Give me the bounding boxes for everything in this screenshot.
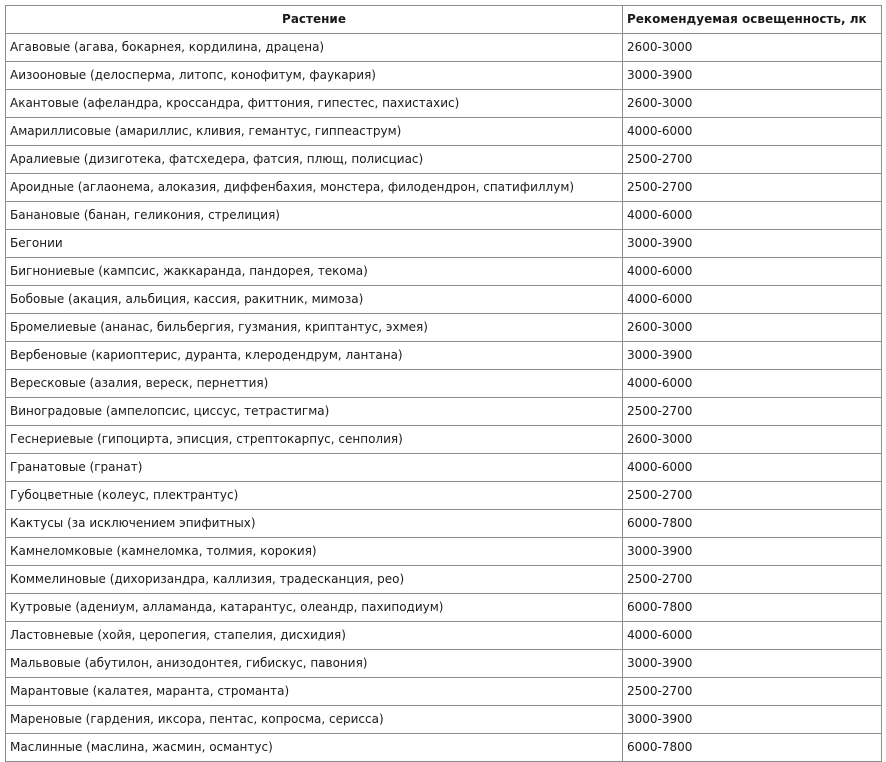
plant-cell: Бромелиевые (ананас, бильбергия, гузмания, криптантус, эхмея) bbox=[6, 314, 623, 342]
table-row bbox=[6, 62, 882, 90]
illuminance-cell: 2600-3000 bbox=[623, 90, 882, 118]
illuminance-cell: 2600-3000 bbox=[623, 314, 882, 342]
plant-cell: Мареновые (гардения, иксора, пентас, копросма, серисса) bbox=[6, 706, 623, 734]
table-header-row bbox=[6, 6, 882, 34]
plant-cell: Бигнониевые (кампсис, жаккаранда, пандорея, текома) bbox=[6, 258, 623, 286]
table-row bbox=[6, 454, 882, 482]
illuminance-cell: 3000-3900 bbox=[623, 230, 882, 258]
illuminance-cell: 3000-3900 bbox=[623, 706, 882, 734]
plant-cell: Амариллисовые (амариллис, кливия, гемантус, гиппеаструм) bbox=[6, 118, 623, 146]
table-body bbox=[6, 34, 882, 762]
illuminance-cell: 3000-3900 bbox=[623, 650, 882, 678]
table-row bbox=[6, 706, 882, 734]
illuminance-cell: 2600-3000 bbox=[623, 34, 882, 62]
illuminance-cell: 2500-2700 bbox=[623, 146, 882, 174]
illuminance-cell: 4000-6000 bbox=[623, 370, 882, 398]
illuminance-cell: 3000-3900 bbox=[623, 538, 882, 566]
plant-cell: Ароидные (аглаонема, алоказия, диффенбахия, монстера, филодендрон, спатифиллум) bbox=[6, 174, 623, 202]
table-row bbox=[6, 398, 882, 426]
plant-cell: Коммелиновые (дихоризандра, каллизия, традесканция, рео) bbox=[6, 566, 623, 594]
illuminance-column-header: Рекомендуемая освещенность, лк bbox=[623, 6, 882, 34]
plant-cell: Аралиевые (дизиготека, фатсхедера, фатсия, плющ, полисциас) bbox=[6, 146, 623, 174]
plant-cell: Вербеновые (кариоптерис, дуранта, клеродендрум, лантана) bbox=[6, 342, 623, 370]
plant-cell: Губоцветные (колеус, плектрантус) bbox=[6, 482, 623, 510]
plant-cell: Виноградовые (ампелопсис, циссус, тетрастигма) bbox=[6, 398, 623, 426]
plant-cell: Банановые (банан, геликония, стрелиция) bbox=[6, 202, 623, 230]
table-row bbox=[6, 510, 882, 538]
table-row bbox=[6, 202, 882, 230]
illuminance-cell: 6000-7800 bbox=[623, 510, 882, 538]
table-row bbox=[6, 34, 882, 62]
illuminance-cell: 4000-6000 bbox=[623, 286, 882, 314]
table-row bbox=[6, 314, 882, 342]
plant-cell: Вересковые (азалия, вереск, пернеттия) bbox=[6, 370, 623, 398]
illuminance-cell: 2500-2700 bbox=[623, 482, 882, 510]
illuminance-cell: 4000-6000 bbox=[623, 454, 882, 482]
illuminance-cell: 3000-3900 bbox=[623, 62, 882, 90]
table-row bbox=[6, 370, 882, 398]
plant-cell: Маслинные (маслина, жасмин, османтус) bbox=[6, 734, 623, 762]
table-row bbox=[6, 538, 882, 566]
plant-cell: Гранатовые (гранат) bbox=[6, 454, 623, 482]
table-row bbox=[6, 650, 882, 678]
table-row bbox=[6, 594, 882, 622]
illuminance-cell: 2500-2700 bbox=[623, 678, 882, 706]
plant-cell: Камнеломковые (камнеломка, толмия, корокия) bbox=[6, 538, 623, 566]
table-row bbox=[6, 734, 882, 762]
table-row bbox=[6, 258, 882, 286]
illuminance-cell: 2500-2700 bbox=[623, 174, 882, 202]
table-row bbox=[6, 146, 882, 174]
plant-cell: Ластовневые (хойя, церопегия, стапелия, дисхидия) bbox=[6, 622, 623, 650]
plant-cell: Агавовые (агава, бокарнея, кордилина, драцена) bbox=[6, 34, 623, 62]
plant-cell: Бобовые (акация, альбиция, кассия, ракитник, мимоза) bbox=[6, 286, 623, 314]
plant-cell: Мальвовые (абутилон, анизодонтея, гибискус, павония) bbox=[6, 650, 623, 678]
table-row bbox=[6, 118, 882, 146]
table-container bbox=[5, 5, 882, 762]
plant-cell: Кутровые (адениум, алламанда, катарантус, олеандр, пахиподиум) bbox=[6, 594, 623, 622]
table-row bbox=[6, 566, 882, 594]
illuminance-cell: 4000-6000 bbox=[623, 258, 882, 286]
table-row bbox=[6, 426, 882, 454]
table-row bbox=[6, 342, 882, 370]
plant-column-header: Растение bbox=[6, 6, 623, 34]
table-row bbox=[6, 622, 882, 650]
illuminance-cell: 6000-7800 bbox=[623, 594, 882, 622]
table-row bbox=[6, 174, 882, 202]
table-row bbox=[6, 286, 882, 314]
plant-cell: Акантовые (афеландра, кроссандра, фиттония, гипестес, пахистахис) bbox=[6, 90, 623, 118]
illuminance-table bbox=[5, 5, 882, 762]
table-row bbox=[6, 90, 882, 118]
illuminance-cell: 2500-2700 bbox=[623, 566, 882, 594]
illuminance-cell: 4000-6000 bbox=[623, 202, 882, 230]
illuminance-cell: 4000-6000 bbox=[623, 118, 882, 146]
illuminance-cell: 2500-2700 bbox=[623, 398, 882, 426]
illuminance-cell: 2600-3000 bbox=[623, 426, 882, 454]
table-row bbox=[6, 678, 882, 706]
plant-cell: Геснериевые (гипоцирта, эписция, стрептокарпус, сенполия) bbox=[6, 426, 623, 454]
illuminance-cell: 4000-6000 bbox=[623, 622, 882, 650]
illuminance-cell: 6000-7800 bbox=[623, 734, 882, 762]
plant-cell: Марантовые (калатея, маранта, строманта) bbox=[6, 678, 623, 706]
plant-cell: Аизооновые (делосперма, литопс, конофитум, фаукария) bbox=[6, 62, 623, 90]
table-row bbox=[6, 482, 882, 510]
plant-cell: Кактусы (за исключением эпифитных) bbox=[6, 510, 623, 538]
table-row bbox=[6, 230, 882, 258]
illuminance-cell: 3000-3900 bbox=[623, 342, 882, 370]
plant-cell: Бегонии bbox=[6, 230, 623, 258]
